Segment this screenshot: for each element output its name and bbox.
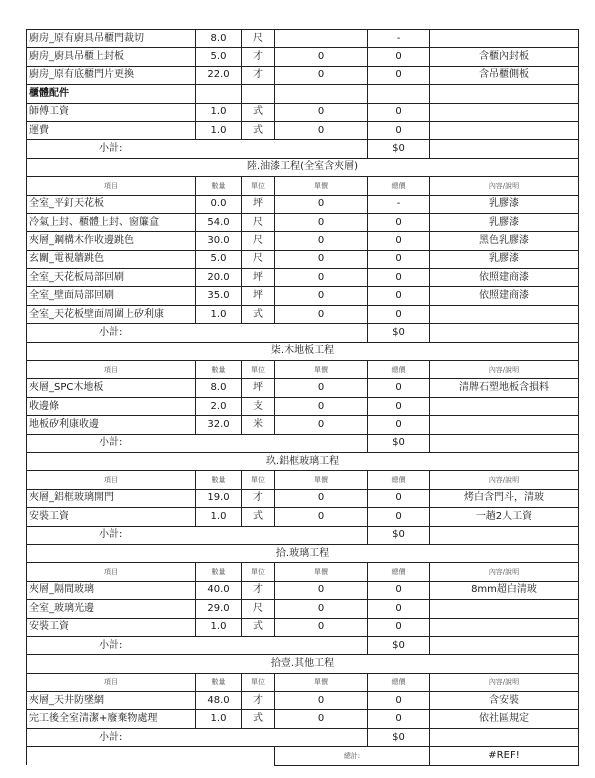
unit-cell: 才 bbox=[242, 489, 275, 507]
line-item-row bbox=[27, 692, 579, 710]
quantity-cell: 19.0 bbox=[196, 489, 242, 507]
group-heading-row bbox=[27, 85, 579, 103]
empty-cell bbox=[275, 85, 368, 103]
unit-price-cell: 0 bbox=[275, 379, 368, 397]
quantity-cell: 1.0 bbox=[196, 103, 242, 121]
grand-total-value: #REF! bbox=[430, 747, 579, 765]
note-cell bbox=[430, 600, 579, 618]
grand-total-label: 總計: bbox=[275, 747, 430, 765]
quotation-table bbox=[26, 29, 579, 766]
item-name-cell: 全室_壁面局部回刷 bbox=[27, 287, 196, 305]
unit-price-cell: 0 bbox=[275, 250, 368, 268]
header-item: 項目 bbox=[27, 471, 196, 489]
unit-price-cell: 0 bbox=[275, 121, 368, 139]
quantity-cell: 2.0 bbox=[196, 397, 242, 415]
subtotal-row bbox=[27, 636, 579, 654]
unit-price-cell: 0 bbox=[275, 489, 368, 507]
quantity-cell: 22.0 bbox=[196, 66, 242, 84]
subtotal-row bbox=[27, 526, 579, 544]
item-name-cell: 運費 bbox=[27, 121, 196, 139]
line-total-cell: 0 bbox=[368, 232, 430, 250]
header-note: 內容/說明 bbox=[430, 563, 579, 581]
item-name-cell: 安裝工資 bbox=[27, 618, 196, 636]
quantity-cell: 1.0 bbox=[196, 710, 242, 728]
note-cell bbox=[430, 30, 579, 48]
unit-cell: 坪 bbox=[242, 287, 275, 305]
line-item-row bbox=[27, 618, 579, 636]
header-note: 內容/說明 bbox=[430, 177, 579, 195]
unit-price-cell: 0 bbox=[275, 66, 368, 84]
unit-cell: 坪 bbox=[242, 379, 275, 397]
header-qty: 數量 bbox=[196, 673, 242, 691]
unit-cell: 尺 bbox=[242, 213, 275, 231]
unit-price-cell bbox=[275, 30, 368, 48]
unit-cell: 坪 bbox=[242, 195, 275, 213]
empty-cell bbox=[242, 85, 275, 103]
item-name-cell: 夾層_鋁框玻璃開門 bbox=[27, 489, 196, 507]
column-header-row bbox=[27, 361, 579, 379]
line-total-cell: 0 bbox=[368, 103, 430, 121]
note-cell: 依社區規定 bbox=[430, 710, 579, 728]
header-total: 總價 bbox=[368, 361, 430, 379]
header-note: 內容/說明 bbox=[430, 471, 579, 489]
line-item-row bbox=[27, 305, 579, 323]
line-item-row bbox=[27, 710, 579, 728]
unit-cell: 式 bbox=[242, 103, 275, 121]
unit-price-cell: 0 bbox=[275, 416, 368, 434]
empty-cell bbox=[430, 324, 579, 342]
unit-cell: 式 bbox=[242, 508, 275, 526]
subtotal-value: $0 bbox=[368, 434, 430, 452]
quantity-cell: 8.0 bbox=[196, 379, 242, 397]
subtotal-label: 小計: bbox=[27, 636, 368, 654]
item-name-cell: 完工後全室清潔+廢棄物處理 bbox=[27, 710, 196, 728]
unit-cell: 式 bbox=[242, 710, 275, 728]
note-cell: 8mm超白清玻 bbox=[430, 581, 579, 599]
subtotal-label: 小計: bbox=[27, 434, 368, 452]
section-title: 拾壹.其他工程 bbox=[27, 655, 579, 673]
unit-price-cell: 0 bbox=[275, 600, 368, 618]
item-name-cell: 廚房_原有廚具吊櫃門裁切 bbox=[27, 30, 196, 48]
line-item-row bbox=[27, 379, 579, 397]
item-name-cell: 夾層_鋼構木作收邊跳色 bbox=[27, 232, 196, 250]
item-name-cell: 夾層_隔間玻璃 bbox=[27, 581, 196, 599]
header-price: 單價 bbox=[275, 177, 368, 195]
line-item-row bbox=[27, 508, 579, 526]
note-cell: 乳膠漆 bbox=[430, 213, 579, 231]
item-name-cell: 安裝工資 bbox=[27, 508, 196, 526]
header-item: 項目 bbox=[27, 361, 196, 379]
item-name-cell: 全室_平釘天花板 bbox=[27, 195, 196, 213]
item-name-cell: 全室_天花板局部回刷 bbox=[27, 269, 196, 287]
unit-price-cell: 0 bbox=[275, 213, 368, 231]
header-total: 總價 bbox=[368, 673, 430, 691]
empty-cell bbox=[430, 728, 579, 746]
line-total-cell: 0 bbox=[368, 710, 430, 728]
line-item-row bbox=[27, 250, 579, 268]
unit-price-cell: 0 bbox=[275, 305, 368, 323]
line-item-row bbox=[27, 66, 579, 84]
line-total-cell: 0 bbox=[368, 489, 430, 507]
header-qty: 數量 bbox=[196, 177, 242, 195]
note-cell: 依照建商漆 bbox=[430, 269, 579, 287]
note-cell bbox=[430, 103, 579, 121]
quantity-cell: 35.0 bbox=[196, 287, 242, 305]
unit-price-cell: 0 bbox=[275, 508, 368, 526]
line-item-row bbox=[27, 195, 579, 213]
empty-cell bbox=[27, 747, 275, 765]
unit-cell: 支 bbox=[242, 397, 275, 415]
empty-cell bbox=[430, 140, 579, 158]
line-total-cell: 0 bbox=[368, 508, 430, 526]
unit-cell: 才 bbox=[242, 692, 275, 710]
line-item-row bbox=[27, 581, 579, 599]
section-title-row bbox=[27, 342, 579, 360]
subtotal-value: $0 bbox=[368, 140, 430, 158]
header-price: 單價 bbox=[275, 563, 368, 581]
section-title-row bbox=[27, 452, 579, 470]
section-title-row bbox=[27, 544, 579, 562]
column-header-row bbox=[27, 471, 579, 489]
note-cell bbox=[430, 305, 579, 323]
quantity-cell: 1.0 bbox=[196, 618, 242, 636]
line-total-cell: 0 bbox=[368, 66, 430, 84]
line-total-cell: 0 bbox=[368, 121, 430, 139]
line-total-cell: 0 bbox=[368, 250, 430, 268]
quantity-cell: 40.0 bbox=[196, 581, 242, 599]
group-heading: 櫃體配件 bbox=[27, 85, 196, 103]
unit-price-cell: 0 bbox=[275, 103, 368, 121]
line-item-row bbox=[27, 397, 579, 415]
header-qty: 數量 bbox=[196, 563, 242, 581]
quantity-cell: 29.0 bbox=[196, 600, 242, 618]
quantity-cell: 0.0 bbox=[196, 195, 242, 213]
note-cell: 乳膠漆 bbox=[430, 195, 579, 213]
quantity-cell: 1.0 bbox=[196, 305, 242, 323]
column-header-row bbox=[27, 563, 579, 581]
note-cell bbox=[430, 618, 579, 636]
header-price: 單價 bbox=[275, 361, 368, 379]
quantity-cell: 1.0 bbox=[196, 508, 242, 526]
line-total-cell: 0 bbox=[368, 305, 430, 323]
header-unit: 單位 bbox=[242, 361, 275, 379]
item-name-cell: 師傅工資 bbox=[27, 103, 196, 121]
header-item: 項目 bbox=[27, 673, 196, 691]
header-total: 總價 bbox=[368, 563, 430, 581]
header-unit: 單位 bbox=[242, 471, 275, 489]
column-header-row bbox=[27, 177, 579, 195]
column-header-row bbox=[27, 673, 579, 691]
line-total-cell: 0 bbox=[368, 269, 430, 287]
unit-cell: 米 bbox=[242, 416, 275, 434]
header-unit: 單位 bbox=[242, 177, 275, 195]
note-cell: 含安裝 bbox=[430, 692, 579, 710]
unit-price-cell: 0 bbox=[275, 269, 368, 287]
note-cell: 乳膠漆 bbox=[430, 250, 579, 268]
section-title-row bbox=[27, 655, 579, 673]
quantity-cell: 48.0 bbox=[196, 692, 242, 710]
line-total-cell: 0 bbox=[368, 416, 430, 434]
note-cell: 含吊櫃側板 bbox=[430, 66, 579, 84]
quantity-cell: 54.0 bbox=[196, 213, 242, 231]
header-total: 總價 bbox=[368, 177, 430, 195]
note-cell: 一趟2人工資 bbox=[430, 508, 579, 526]
unit-price-cell: 0 bbox=[275, 397, 368, 415]
line-item-row bbox=[27, 489, 579, 507]
unit-price-cell: 0 bbox=[275, 287, 368, 305]
line-item-row bbox=[27, 48, 579, 66]
header-qty: 數量 bbox=[196, 471, 242, 489]
subtotal-row bbox=[27, 324, 579, 342]
header-item: 項目 bbox=[27, 177, 196, 195]
line-item-row bbox=[27, 121, 579, 139]
note-cell: 黑色乳膠漆 bbox=[430, 232, 579, 250]
subtotal-value: $0 bbox=[368, 526, 430, 544]
subtotal-label: 小計: bbox=[27, 728, 368, 746]
unit-cell: 才 bbox=[242, 581, 275, 599]
item-name-cell: 收邊條 bbox=[27, 397, 196, 415]
quantity-cell: 30.0 bbox=[196, 232, 242, 250]
empty-cell bbox=[430, 636, 579, 654]
header-total: 總價 bbox=[368, 471, 430, 489]
item-name-cell: 玄關_電視牆跳色 bbox=[27, 250, 196, 268]
unit-price-cell: 0 bbox=[275, 232, 368, 250]
unit-cell: 坪 bbox=[242, 269, 275, 287]
line-item-row bbox=[27, 103, 579, 121]
line-total-cell: - bbox=[368, 195, 430, 213]
quantity-cell: 32.0 bbox=[196, 416, 242, 434]
line-total-cell: 0 bbox=[368, 618, 430, 636]
line-total-cell: 0 bbox=[368, 692, 430, 710]
unit-price-cell: 0 bbox=[275, 710, 368, 728]
empty-cell bbox=[430, 434, 579, 452]
line-item-row bbox=[27, 232, 579, 250]
header-qty: 數量 bbox=[196, 361, 242, 379]
quantity-cell: 20.0 bbox=[196, 269, 242, 287]
empty-cell bbox=[368, 85, 430, 103]
line-total-cell: 0 bbox=[368, 213, 430, 231]
line-item-row bbox=[27, 269, 579, 287]
unit-cell: 式 bbox=[242, 121, 275, 139]
header-note: 內容/說明 bbox=[430, 673, 579, 691]
line-total-cell: 0 bbox=[368, 287, 430, 305]
empty-cell bbox=[430, 526, 579, 544]
subtotal-row bbox=[27, 140, 579, 158]
quantity-cell: 5.0 bbox=[196, 48, 242, 66]
line-total-cell: - bbox=[368, 30, 430, 48]
unit-price-cell: 0 bbox=[275, 581, 368, 599]
unit-cell: 式 bbox=[242, 618, 275, 636]
item-name-cell: 冷氣上封、櫃體上封、窗簾盒 bbox=[27, 213, 196, 231]
line-item-row bbox=[27, 30, 579, 48]
unit-cell: 尺 bbox=[242, 232, 275, 250]
note-cell bbox=[430, 121, 579, 139]
unit-price-cell: 0 bbox=[275, 692, 368, 710]
empty-cell bbox=[196, 85, 242, 103]
quantity-cell: 5.0 bbox=[196, 250, 242, 268]
subtotal-label: 小計: bbox=[27, 140, 368, 158]
header-note: 內容/說明 bbox=[430, 361, 579, 379]
item-name-cell: 夾層_SPC木地板 bbox=[27, 379, 196, 397]
item-name-cell: 夾層_天井防墜網 bbox=[27, 692, 196, 710]
quantity-cell: 1.0 bbox=[196, 121, 242, 139]
item-name-cell: 廚房_廚具吊櫃上封板 bbox=[27, 48, 196, 66]
subtotal-value: $0 bbox=[368, 324, 430, 342]
line-item-row bbox=[27, 416, 579, 434]
section-title: 柒.木地板工程 bbox=[27, 342, 579, 360]
unit-cell: 式 bbox=[242, 305, 275, 323]
header-price: 單價 bbox=[275, 673, 368, 691]
unit-cell: 尺 bbox=[242, 30, 275, 48]
note-cell: 烤白含門斗，清玻 bbox=[430, 489, 579, 507]
unit-cell: 才 bbox=[242, 48, 275, 66]
section-title: 陸.油漆工程(全室含夾層) bbox=[27, 158, 579, 176]
section-title-row bbox=[27, 158, 579, 176]
header-item: 項目 bbox=[27, 563, 196, 581]
unit-price-cell: 0 bbox=[275, 195, 368, 213]
grand-total-row bbox=[27, 747, 579, 765]
note-cell bbox=[430, 416, 579, 434]
line-item-row bbox=[27, 213, 579, 231]
subtotal-value: $0 bbox=[368, 728, 430, 746]
header-unit: 單位 bbox=[242, 563, 275, 581]
note-cell: 含櫃內封板 bbox=[430, 48, 579, 66]
section-title: 玖.鋁框玻璃工程 bbox=[27, 452, 579, 470]
unit-cell: 才 bbox=[242, 66, 275, 84]
section-title: 拾.玻璃工程 bbox=[27, 544, 579, 562]
header-unit: 單位 bbox=[242, 673, 275, 691]
subtotal-label: 小計: bbox=[27, 324, 368, 342]
quotation-body bbox=[27, 30, 579, 766]
header-price: 單價 bbox=[275, 471, 368, 489]
line-item-row bbox=[27, 287, 579, 305]
item-name-cell: 地板矽利康收邊 bbox=[27, 416, 196, 434]
unit-cell: 尺 bbox=[242, 600, 275, 618]
line-total-cell: 0 bbox=[368, 48, 430, 66]
unit-cell: 尺 bbox=[242, 250, 275, 268]
item-name-cell: 全室_天花板壁面周圍上矽利康 bbox=[27, 305, 196, 323]
quantity-cell: 8.0 bbox=[196, 30, 242, 48]
empty-cell bbox=[430, 85, 579, 103]
item-name-cell: 廚房_原有底櫃門片更換 bbox=[27, 66, 196, 84]
unit-price-cell: 0 bbox=[275, 48, 368, 66]
subtotal-label: 小計: bbox=[27, 526, 368, 544]
note-cell: 依照建商漆 bbox=[430, 287, 579, 305]
subtotal-row bbox=[27, 728, 579, 746]
line-item-row bbox=[27, 600, 579, 618]
line-total-cell: 0 bbox=[368, 397, 430, 415]
line-total-cell: 0 bbox=[368, 600, 430, 618]
subtotal-value: $0 bbox=[368, 636, 430, 654]
line-total-cell: 0 bbox=[368, 379, 430, 397]
unit-price-cell: 0 bbox=[275, 618, 368, 636]
subtotal-row bbox=[27, 434, 579, 452]
note-cell bbox=[430, 397, 579, 415]
line-total-cell: 0 bbox=[368, 581, 430, 599]
note-cell: 清牌石塑地板含損料 bbox=[430, 379, 579, 397]
item-name-cell: 全室_玻璃光邊 bbox=[27, 600, 196, 618]
